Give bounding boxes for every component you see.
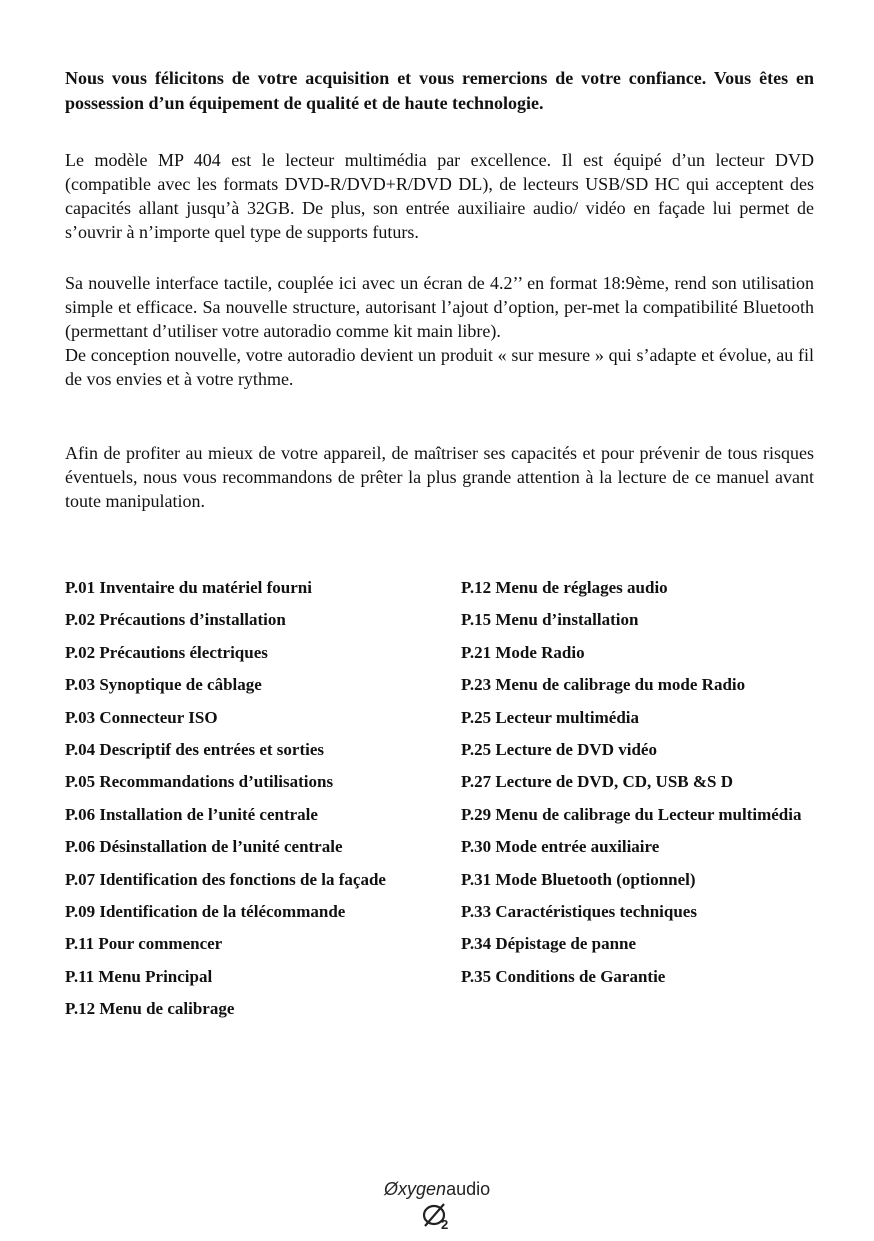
toc-item: P.07 Identification des fonctions de la façade — [65, 869, 386, 889]
brand-wordmark — [384, 1179, 490, 1200]
svg-text:2: 2 — [441, 1217, 449, 1232]
toc-item: P.03 Connecteur ISO — [65, 707, 218, 727]
toc-item: P.33 Caractéristiques techniques — [461, 901, 697, 921]
toc-item: P.11 Pour commencer — [65, 934, 223, 954]
paragraph-advice: Afin de profiter au mieux de votre appareil, de maîtriser ses capacités et pour prévenir de tous risques éventuels, nous vous recommandons de prêter la plus grande attention à la lecture de ce manuel avant toute manipulation. — [65, 443, 814, 511]
toc-item: P.06 Désinstallation de l’unité centrale — [65, 837, 343, 857]
toc-item: P.34 Dépistage de panne — [461, 934, 637, 954]
intro-text: Nous vous félicitons de votre acquisition et vous remercions de votre confiance. Vous êtes en possession d’un équipement de qualité et de haute technologie. — [65, 68, 814, 113]
toc-left-column — [65, 576, 386, 1029]
toc-item: P.06 Installation de l’unité centrale — [65, 804, 318, 824]
toc-item: P.29 Menu de calibrage du Lecteur multimédia — [461, 804, 802, 824]
oxygen-audio-logo — [384, 1176, 504, 1236]
toc-item: P.15 Menu d’installation — [461, 610, 639, 630]
toc-right-column — [461, 576, 801, 997]
toc-item: P.35 Conditions de Garantie — [461, 966, 666, 986]
paragraph-product: Le modèle MP 404 est le lecteur multimédia par excellence. Il est équipé d’un lecteur DVD (compatible avec les formats DVD-R/DVD+R/DVD DL), de lecteurs USB/SD HC qui acceptent des capacités allant jusqu’à 32GB. De plus, son entrée auxiliaire audio/ vidéo en façade lui permet de s’ouvrir à n’importe quel type de supports futurs. — [65, 150, 814, 242]
paragraph-interface: Sa nouvelle interface tactile, couplée ici avec un écran de 4.2’’ en format 18:9ème, rend son utilisation simple et efficace. Sa nouvelle structure, autorisant l’ajout d’option, per-met la compatibilité Bluetooth (permettant d’utiliser votre autoradio comme kit main libre). — [65, 273, 814, 341]
toc-item: P.03 Synoptique de câblage — [65, 675, 262, 695]
brand-o: Ø — [384, 1179, 399, 1199]
toc-item: P.05 Recommandations d’utilisations — [65, 772, 334, 792]
toc-item: P.09 Identification de la télécommande — [65, 901, 346, 921]
toc-item: P.02 Précautions d’installation — [65, 610, 286, 630]
toc-item: P.25 Lecteur multimédia — [461, 707, 640, 727]
toc-item: P.23 Menu de calibrage du mode Radio — [461, 675, 746, 695]
o2-logo-icon — [420, 1202, 454, 1232]
toc-item: P.30 Mode entrée auxiliaire — [461, 837, 660, 857]
toc-item: P.11 Menu Principal — [65, 966, 213, 986]
toc-item: P.31 Mode Bluetooth (optionnel) — [461, 869, 696, 889]
toc-item: P.01 Inventaire du matériel fourni — [65, 578, 312, 597]
toc-item: P.21 Mode Radio — [461, 642, 585, 662]
manual-page — [65, 66, 814, 513]
toc-item: P.04 Descriptif des entrées et sorties — [65, 739, 325, 759]
paragraph-conception: De conception nouvelle, votre autoradio devient un produit « sur mesure » qui s’adapte et évolue, au fil de vos envies et à votre rythme. — [65, 345, 814, 389]
toc-item: P.12 Menu de calibrage — [65, 999, 235, 1019]
toc-item: P.02 Précautions électriques — [65, 642, 268, 662]
brand-audio: audio — [446, 1179, 491, 1199]
toc-item: P.27 Lecture de DVD, CD, USB &S D — [461, 772, 733, 792]
toc-item: P.12 Menu de réglages audio — [461, 578, 668, 597]
brand-xygen: xygen — [398, 1179, 447, 1199]
toc-item: P.25 Lecture de DVD vidéo — [461, 739, 657, 759]
